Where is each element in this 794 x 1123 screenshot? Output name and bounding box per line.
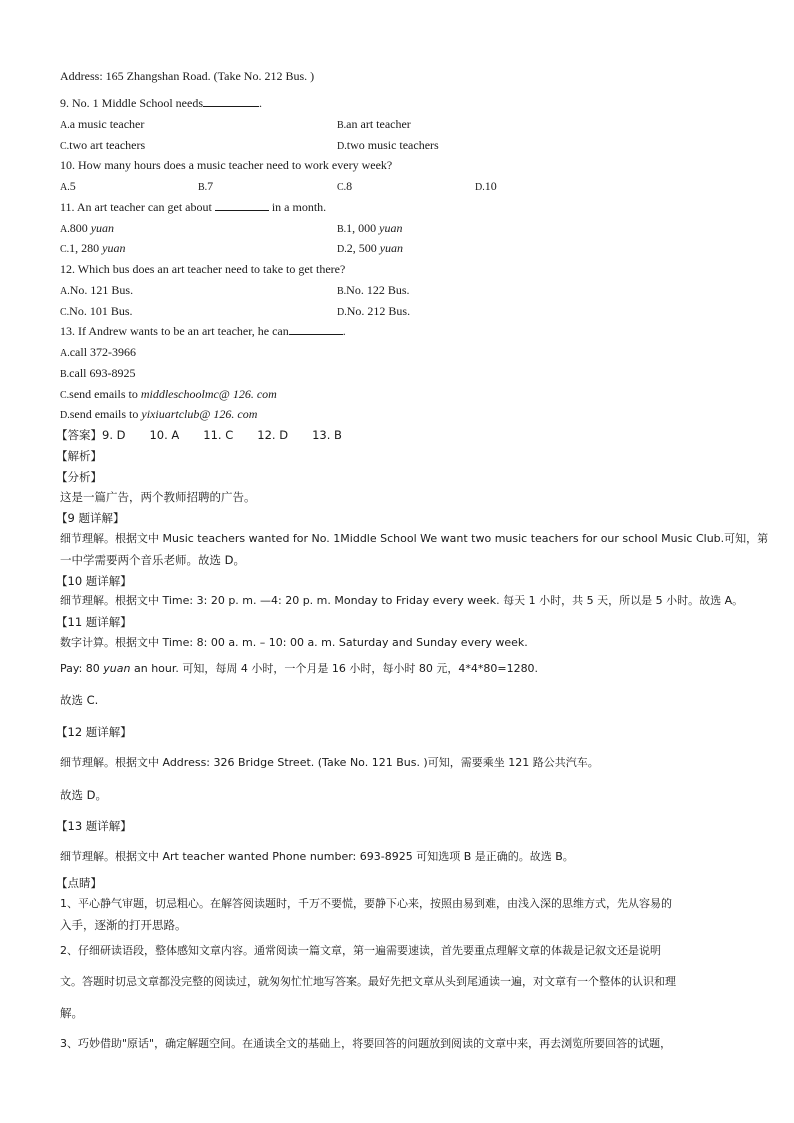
- q9-option-d: D.two music teachers: [337, 138, 439, 152]
- q12-option-a: A.No. 121 Bus.: [60, 283, 134, 297]
- answer-blank: [289, 323, 343, 335]
- q11-option-d: D.2, 500 yuan: [337, 241, 404, 255]
- q10-option-b: B.7: [198, 179, 214, 193]
- heading-fenxi: 【分析】: [56, 470, 102, 484]
- address-line: Address: 165 Zhangshan Road. (Take No. 212 Bus. ): [60, 69, 315, 83]
- q10-detail: 细节理解。根据文中 Time: 3: 20 p. m. —4: 20 p. m. Monday to Friday every week. 每天 1 小时，共 5 天，所以是 5 小时。故选 A。: [60, 594, 744, 607]
- q9-option-b: B.an art teacher: [337, 117, 411, 131]
- q11-detail-line2: Pay: 80 yuan an hour. 可知，每周 4 小时，一个月是 16 小时，每小时 80 元，4*4*80=1280.: [60, 662, 539, 675]
- q12-option-d: D.No. 212 Bus.: [337, 304, 411, 318]
- q11-option-b: B.1, 000 yuan: [337, 221, 403, 235]
- heading-q11-detail: 【11 题详解】: [56, 615, 132, 629]
- q9-option-a: A.a music teacher: [60, 117, 145, 131]
- tip-line-3: 2、仔细研读语段，整体感知文章内容。通常阅读一篇文章，第一遍需要速读，首先要重点理解文章的体裁是记叙文还是说明: [60, 944, 661, 957]
- q11-option-c: C.1, 280 yuan: [60, 241, 126, 255]
- heading-q12-detail: 【12 题详解】: [56, 725, 132, 739]
- heading-dianjing: 【点睛】: [56, 876, 102, 890]
- heading-q10-detail: 【10 题详解】: [56, 574, 132, 588]
- q13-option-a: A.call 372-3966: [60, 345, 137, 359]
- tip-line-4: 文。答题时切忌文章都没完整的阅读过，就匆匆忙忙地写答案。最好先把文章从头到尾通读一遍，对文章有一个整体的认识和理: [60, 975, 676, 988]
- tip-line-6: 3、巧妙借助"原话"，确定解题空间。在通读全文的基础上，将要回答的问题放到阅读的文章中来，再去浏览所要回答的试题，: [60, 1037, 672, 1050]
- question-10-stem: 10. How many hours does a music teacher need to work every week?: [60, 158, 393, 172]
- tip-line-5: 解。: [60, 1006, 83, 1020]
- heading-q9-detail: 【9 题详解】: [56, 511, 125, 525]
- q9-detail-line2: 一中学需要两个音乐老师。故选 D。: [60, 553, 246, 567]
- heading-q13-detail: 【13 题详解】: [56, 819, 132, 833]
- q12-option-c: C.No. 101 Bus.: [60, 304, 133, 318]
- analysis-text: 这是一篇广告，两个教师招聘的广告。: [60, 490, 256, 504]
- q9-detail-line1: 细节理解。根据文中 Music teachers wanted for No. 1Middle School We want two music teachers for our school Music Club.可知，第: [60, 532, 769, 545]
- q11-detail-line3: 故选 C.: [60, 693, 99, 707]
- q11-option-a: A.800 yuan: [60, 221, 115, 235]
- q13-option-d: D.send emails to yixiuartclub@ 126. com: [60, 407, 258, 421]
- q9-option-c: C.two art teachers: [60, 138, 146, 152]
- q11-detail-line1: 数字计算。根据文中 Time: 8: 00 a. m. – 10: 00 a. m. Saturday and Sunday every week.: [60, 636, 528, 649]
- answer-blank: [215, 199, 269, 211]
- answer-key: 【答案】9. D 10. A 11. C 12. D 13. B: [56, 428, 342, 442]
- q10-option-d: D.10: [475, 179, 497, 193]
- q13-detail: 细节理解。根据文中 Art teacher wanted Phone number: 693-8925 可知选项 B 是正确的。故选 B。: [60, 850, 574, 863]
- q12-detail-line1: 细节理解。根据文中 Address: 326 Bridge Street. (Take No. 121 Bus. )可知，需要乘坐 121 路公共汽车。: [60, 756, 599, 769]
- q10-option-a: A.5: [60, 179, 76, 193]
- q10-option-c: C.8: [337, 179, 353, 193]
- q13-option-c: C.send emails to middleschoolmc@ 126. com: [60, 387, 277, 401]
- q13-option-b: B.call 693-8925: [60, 366, 136, 380]
- tip-line-2: 入手，逐渐的打开思路。: [60, 918, 187, 932]
- q12-option-b: B.No. 122 Bus.: [337, 283, 410, 297]
- heading-jiexi: 【解析】: [56, 449, 102, 463]
- q12-detail-line2: 故选 D。: [60, 788, 108, 802]
- tip-line-1: 1、平心静气审题，切忌粗心。在解答阅读题时，千万不要慌，要静下心来，按照由易到难，由浅入深的思维方式，先从容易的: [60, 897, 672, 910]
- question-9-stem: 9. No. 1 Middle School needs .: [60, 96, 262, 110]
- question-11-stem: 11. An art teacher can get about in a month.: [60, 200, 327, 214]
- question-12-stem: 12. Which bus does an art teacher need to take to get there?: [60, 262, 346, 276]
- question-13-stem: 13. If Andrew wants to be an art teacher, he can .: [60, 324, 346, 338]
- answer-blank: [203, 95, 259, 107]
